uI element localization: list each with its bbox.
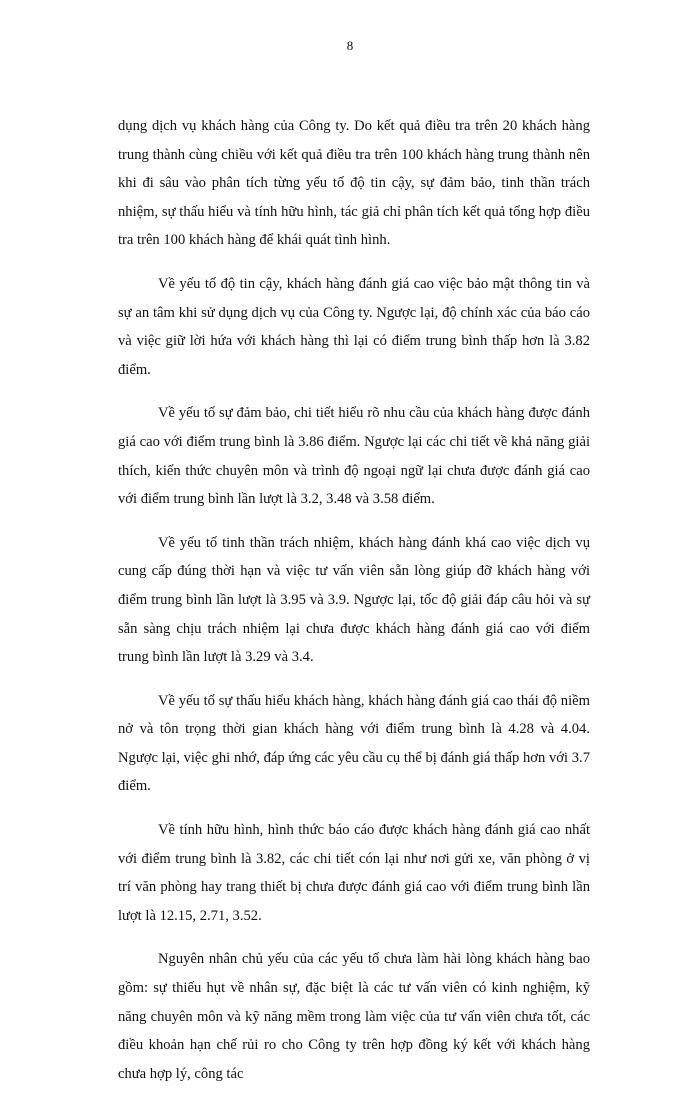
body-text [118,112,590,1103]
paragraph-continuation: dụng dịch vụ khách hàng của Công ty. Do kết quả điều tra trên 20 khách hàng trung thành cùng chiều với kết quả điều tra trên 100 khách hàng trung thành nên khi đi sâu vào phân tích từng yếu tố độ tin cậy, sự đảm bảo, tinh thần trách nhiệm, sự thấu hiểu và tính hữu hình, tác giả chỉ phân tích kết quả tổng hợp điều tra trên 100 khách hàng để khái quát tình hình. [118,118,590,249]
paragraph-assurance: Về yếu tố sự đảm bảo, chi tiết hiểu rõ nhu cầu của khách hàng được đánh giá cao với điểm trung bình là 3.86 điểm. Ngược lại các chi tiết về khả năng giải thích, kiến thức chuyên môn và trình độ ngoại ngữ lại chưa được đánh giá cao với điểm trung bình lần lượt là 3.2, 3.48 và 3.58 điểm. [118,405,590,508]
paragraph-responsibility: Về yếu tố tinh thần trách nhiệm, khách hàng đánh khá cao việc dịch vụ cung cấp đúng thời hạn và việc tư vấn viên sẵn lòng giúp đỡ khách hàng với điểm trung bình lần lượt là 3.95 và 3.9. Ngược lại, tốc độ giải đáp câu hỏi và sự sẵn sàng chịu trách nhiệm lại chưa được khách hàng đánh giá cao với điểm trung bình lần lượt là 3.29 và 3.4. [118,534,590,666]
paragraph-tangibles: Về tính hữu hình, hình thức báo cáo được khách hàng đánh giá cao nhất với điểm trung bình là 3.82, các chi tiết cón lại như nơi gửi xe, văn phòng ở vị trí văn phòng hay trang thiết bị chưa được đánh giá cao với điểm trung bình lần lượt là 12.15, 2.71, 3.52. [118,822,590,924]
page-number: 8 [346,38,354,53]
paragraph-causes: Nguyên nhân chủ yếu của các yếu tố chưa làm hài lòng khách hàng bao gồm: sự thiếu hụt về nhân sự, đặc biệt là các tư vấn viên có kinh nghiệm, kỹ năng chuyên môn và kỹ năng mềm trong làm việc của tư vấn viên chưa tốt, các điều khoản hạn chế rủi ro cho Công ty trên hợp đồng ký kết với khách hàng chưa hợp lý, công tác [118,951,590,1082]
paragraph-empathy: Về yếu tố sự thấu hiểu khách hàng, khách hàng đánh giá cao thái độ niềm nở và tôn trọng thời gian khách hàng với điểm trung bình là 4.28 và 4.04. Ngược lại, việc ghi nhớ, đáp ứng các yêu cầu cụ thể bị đánh giá thấp hơn với 3.7 điểm. [118,692,590,795]
paragraph-reliability: Về yếu tố độ tin cậy, khách hàng đánh giá cao việc bảo mật thông tin và sự an tâm khi sử dụng dịch vụ của Công ty. Ngược lại, độ chính xác của báo cáo và việc giữ lời hứa với khách hàng thì lại có điểm trung bình thấp hơn là 3.82 điểm. [118,275,590,378]
